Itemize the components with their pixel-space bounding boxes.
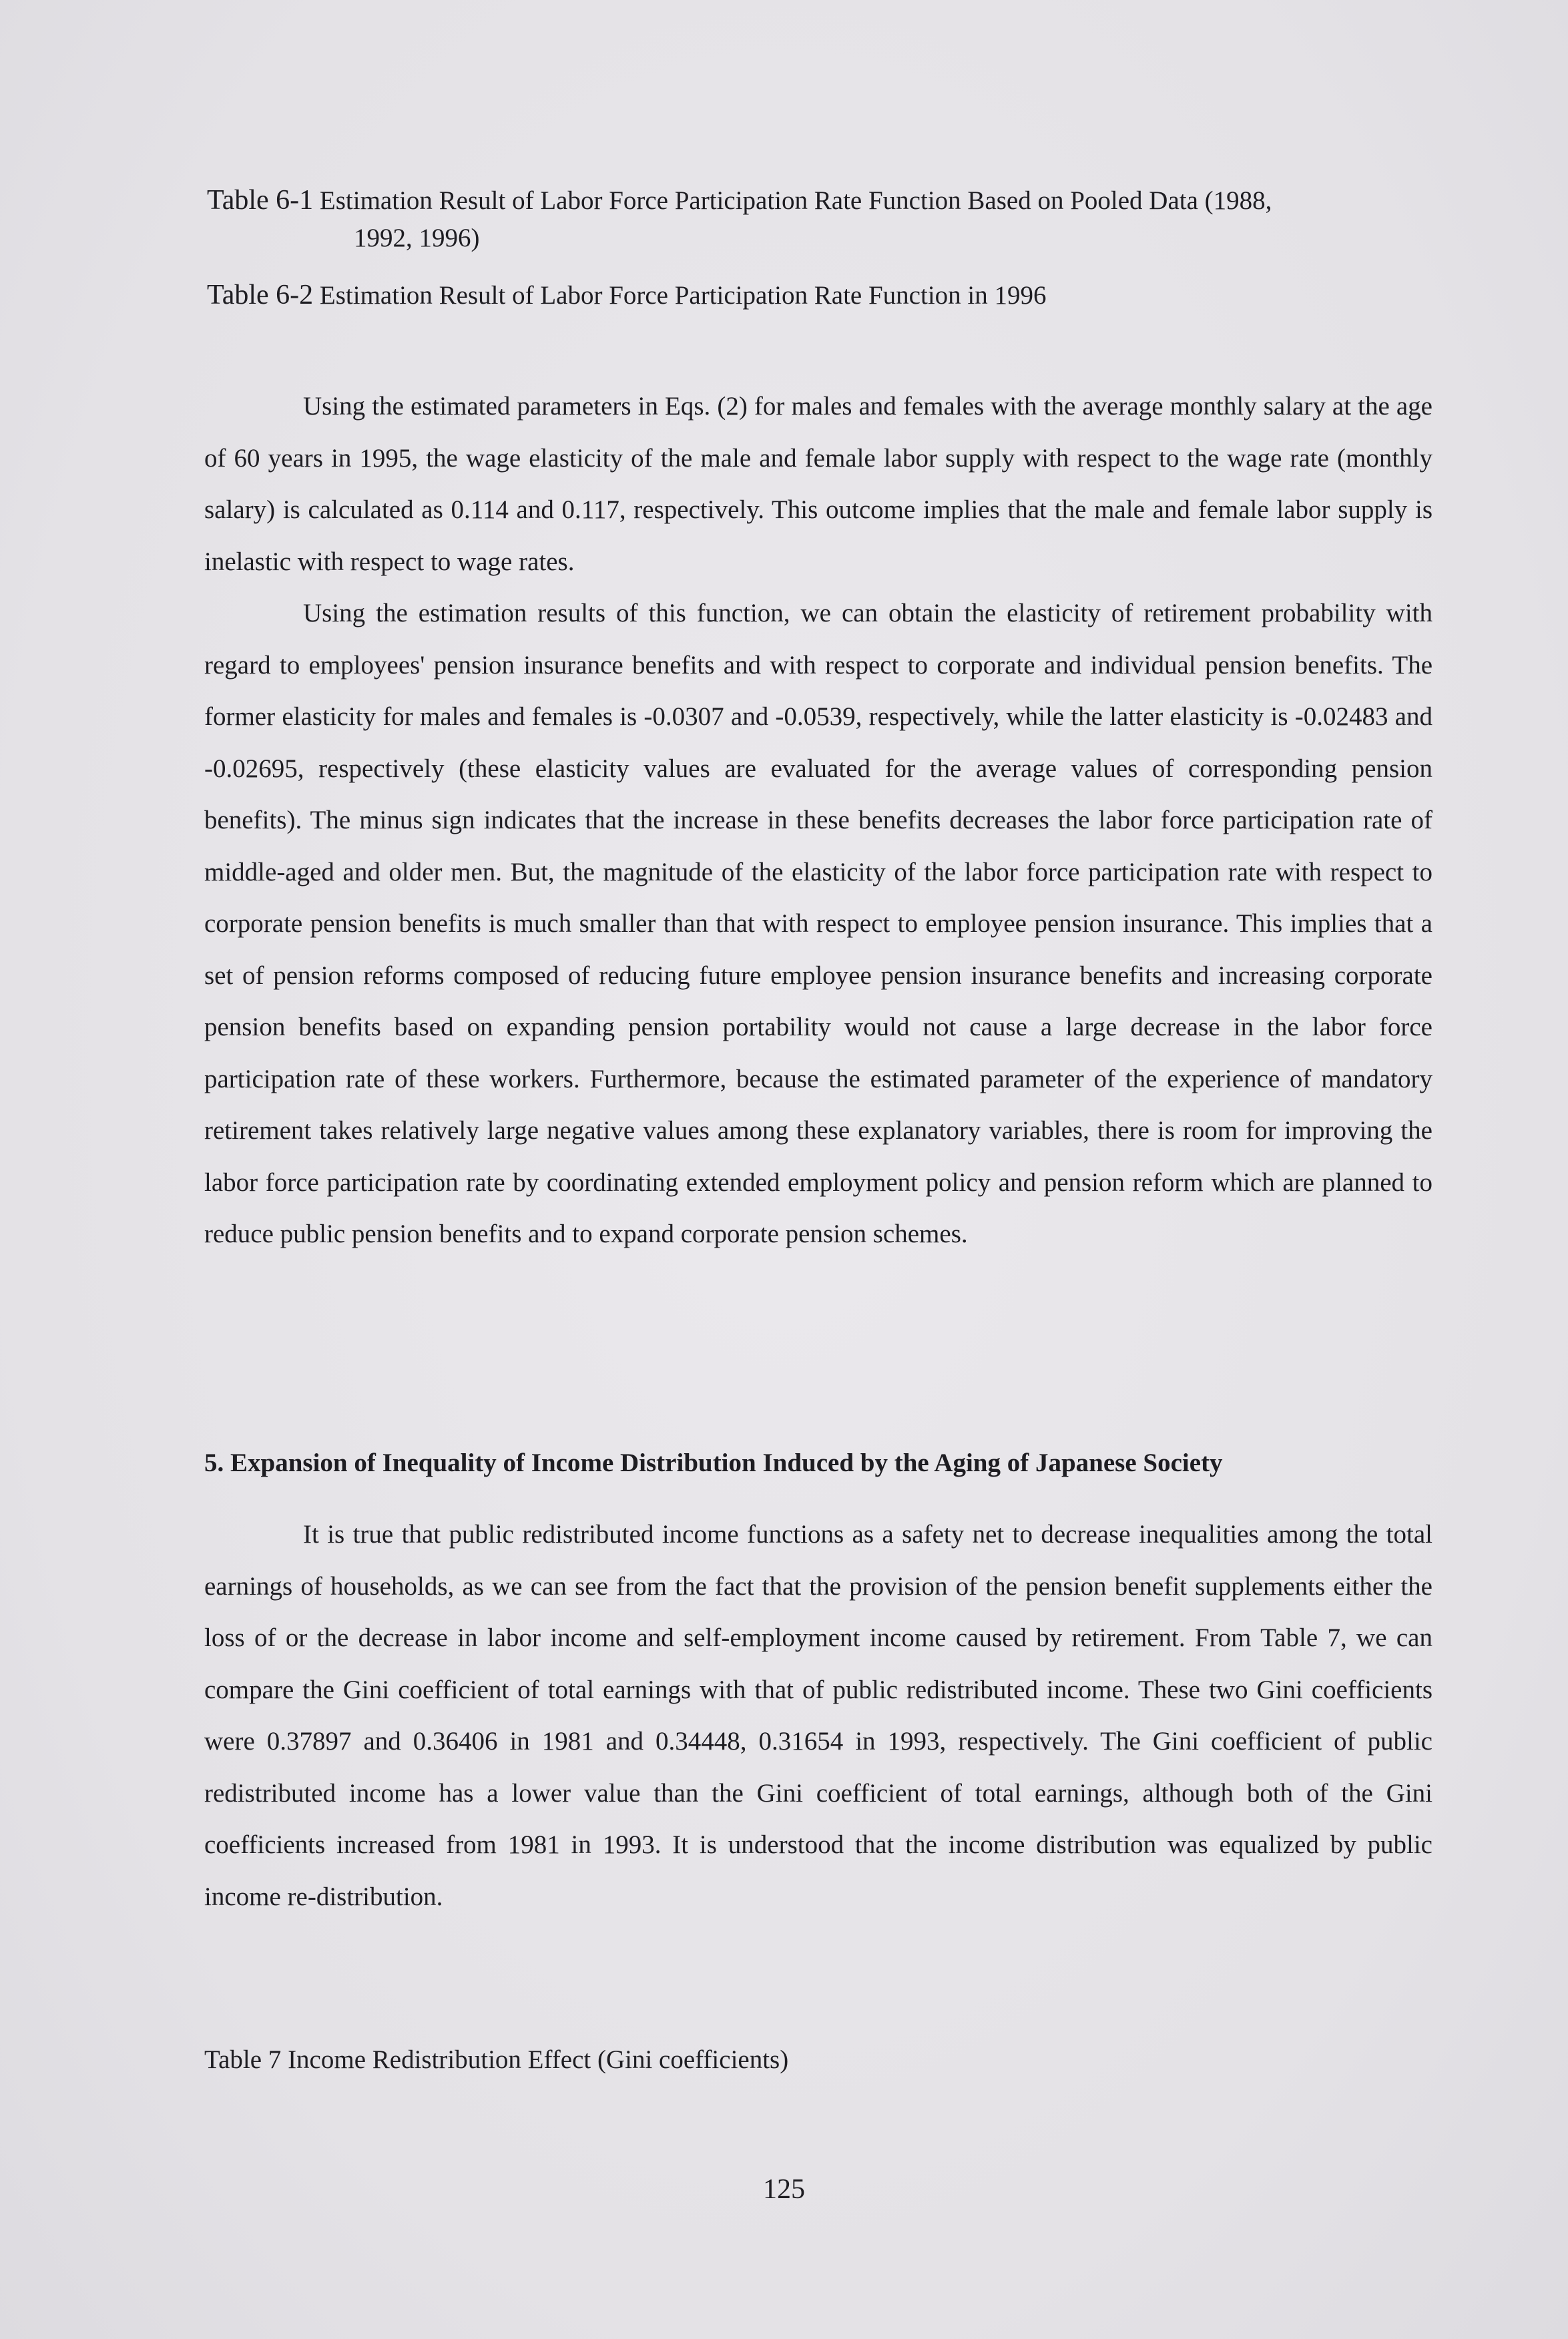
table-7-title: Income Redistribution Effect (Gini coefficients)	[288, 2045, 789, 2074]
table-6-1-caption	[207, 182, 1462, 257]
table-6-1-label: Table 6-1	[207, 185, 314, 216]
table-6-2-label: Table 6-2	[207, 280, 314, 310]
table-6-1-title: Estimation Result of Labor Force Participation Rate Function Based on Pooled Data (1988,	[319, 186, 1272, 215]
section-heading: 5. Expansion of Inequality of Income Distribution Induced by the Aging of Japanese Society	[204, 1449, 1223, 1477]
table-6-1-title-cont: 1992, 1996)	[354, 224, 480, 252]
table-7-caption	[204, 2041, 1459, 2079]
table-6-2-title: Estimation Result of Labor Force Participation Rate Function in 1996	[319, 281, 1047, 310]
paragraph-wage-elasticity: Using the estimated parameters in Eqs. (2) for males and females with the average monthly salary at the age of 60 years in 1995, the wage elasticity of the male and female labor supply with respect to the wage rate (monthly salary) is calculated as 0.114 and 0.117, respectively. This outcome implies that the male and female labor supply is inelastic with respect to wage rates.	[204, 392, 1432, 576]
table-6-2-caption	[207, 276, 1462, 314]
paragraph-income-redistribution: It is true that public redistributed income functions as a safety net to decrease inequalities among the total earnings of households, as we can see from the fact that the provision of the pension benefit supplements either the loss of or the decrease in labor income and self-employment income caused by retirement. From Table 7, we can compare the Gini coefficient of total earnings with that of public redistributed income. These two Gini coefficients were 0.37897 and 0.36406 in 1981 and 0.34448, 0.31654 in 1993, respectively. The Gini coefficient of public redistributed income has a lower value than the Gini coefficient of total earnings, although both of the Gini coefficients increased from 1981 in 1993. It is understood that the income distribution was equalized by public income re-distribution.	[204, 1520, 1432, 1911]
page-number: 125	[763, 2174, 805, 2205]
table-7-label: Table 7	[204, 2045, 282, 2074]
paragraph-retirement-elasticity: Using the estimation results of this function, we can obtain the elasticity of retirement probability with regard to employees' pension insurance benefits and with respect to corporate and individual pension benefits. The former elasticity for males and females is -0.0307 and -0.0539, respectively, while the latter elasticity is -0.02483 and -0.02695, respectively (these elasticity values are evaluated for the average values of corresponding pension benefits). The minus sign indicates that the increase in these benefits decreases the labor force participation rate of middle-aged and older men. But, the magnitude of the elasticity of the labor force participation rate with respect to corporate pension benefits is much smaller than that with respect to employee pension insurance. This implies that a set of pension reforms composed of reducing future employee pension insurance benefits and increasing corporate pension benefits based on expanding pension portability would not cause a large decrease in the labor force participation rate of these workers. Furthermore, because the estimated parameter of the experience of mandatory retirement takes relatively large negative values among these explanatory variables, there is room for improving the labor force participation rate by coordinating extended employment policy and pension reform which are planned to reduce public pension benefits and to expand corporate pension schemes.	[204, 599, 1432, 1248]
